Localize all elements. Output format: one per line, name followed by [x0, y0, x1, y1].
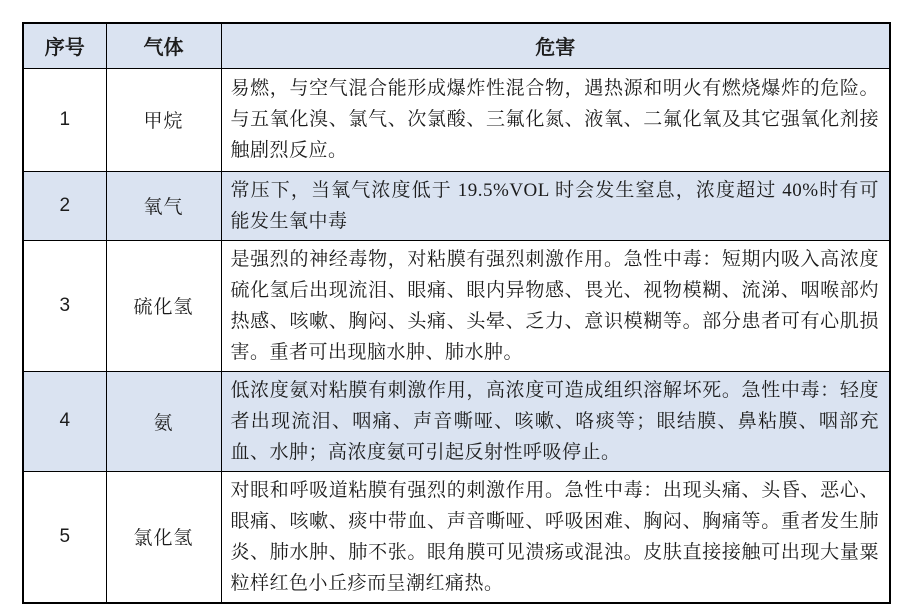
row-number: 4: [23, 371, 106, 471]
gas-name: 硫化氢: [106, 240, 221, 371]
gas-hazard-table: [22, 22, 891, 604]
table-row-methane: [23, 68, 890, 171]
gas-name: 氧气: [106, 171, 221, 240]
table-row-oxygen: [23, 171, 890, 240]
hazard-text: 常压下，当氧气浓度低于 19.5%VOL 时会发生窒息，浓度超过 40%时有可能发生氧中毒: [221, 171, 890, 240]
row-number: 5: [23, 471, 106, 603]
header-serial-number: 序号: [23, 23, 106, 68]
row-number: 2: [23, 171, 106, 240]
table-row-ammonia: [23, 371, 890, 471]
hazard-text: 对眼和呼吸道粘膜有强烈的刺激作用。急性中毒：出现头痛、头昏、恶心、眼痛、咳嗽、痰中带血、声音嘶哑、呼吸困难、胸闷、胸痛等。重者发生肺炎、肺水肿、肺不张。眼角膜可见溃疡或混浊。皮肤直接接触可出现大量粟粒样红色小丘疹而呈潮红痛热。: [221, 471, 890, 603]
gas-name: 甲烷: [106, 68, 221, 171]
header-hazard: 危害: [221, 23, 890, 68]
table-header-row: [23, 23, 890, 68]
hazard-text: 易燃，与空气混合能形成爆炸性混合物，遇热源和明火有燃烧爆炸的危险。与五氧化溴、氯气、次氯酸、三氟化氮、液氧、二氟化氧及其它强氧化剂接触剧烈反应。: [221, 68, 890, 171]
hazard-text: 低浓度氨对粘膜有刺激作用，高浓度可造成组织溶解坏死。急性中毒：轻度者出现流泪、咽痛、声音嘶哑、咳嗽、咯痰等；眼结膜、鼻粘膜、咽部充血、水肿；高浓度氨可引起反射性呼吸停止。: [221, 371, 890, 471]
header-gas: 气体: [106, 23, 221, 68]
gas-name: 氯化氢: [106, 471, 221, 603]
gas-name: 氨: [106, 371, 221, 471]
table-row-hydrogen-sulfide: [23, 240, 890, 371]
row-number: 1: [23, 68, 106, 171]
table-row-hydrogen-chloride: [23, 471, 890, 603]
row-number: 3: [23, 240, 106, 371]
hazard-text: 是强烈的神经毒物，对粘膜有强烈刺激作用。急性中毒：短期内吸入高浓度硫化氢后出现流泪、眼痛、眼内异物感、畏光、视物模糊、流涕、咽喉部灼热感、咳嗽、胸闷、头痛、头晕、乏力、意识模糊等。部分患者可有心肌损害。重者可出现脑水肿、肺水肿。: [221, 240, 890, 371]
